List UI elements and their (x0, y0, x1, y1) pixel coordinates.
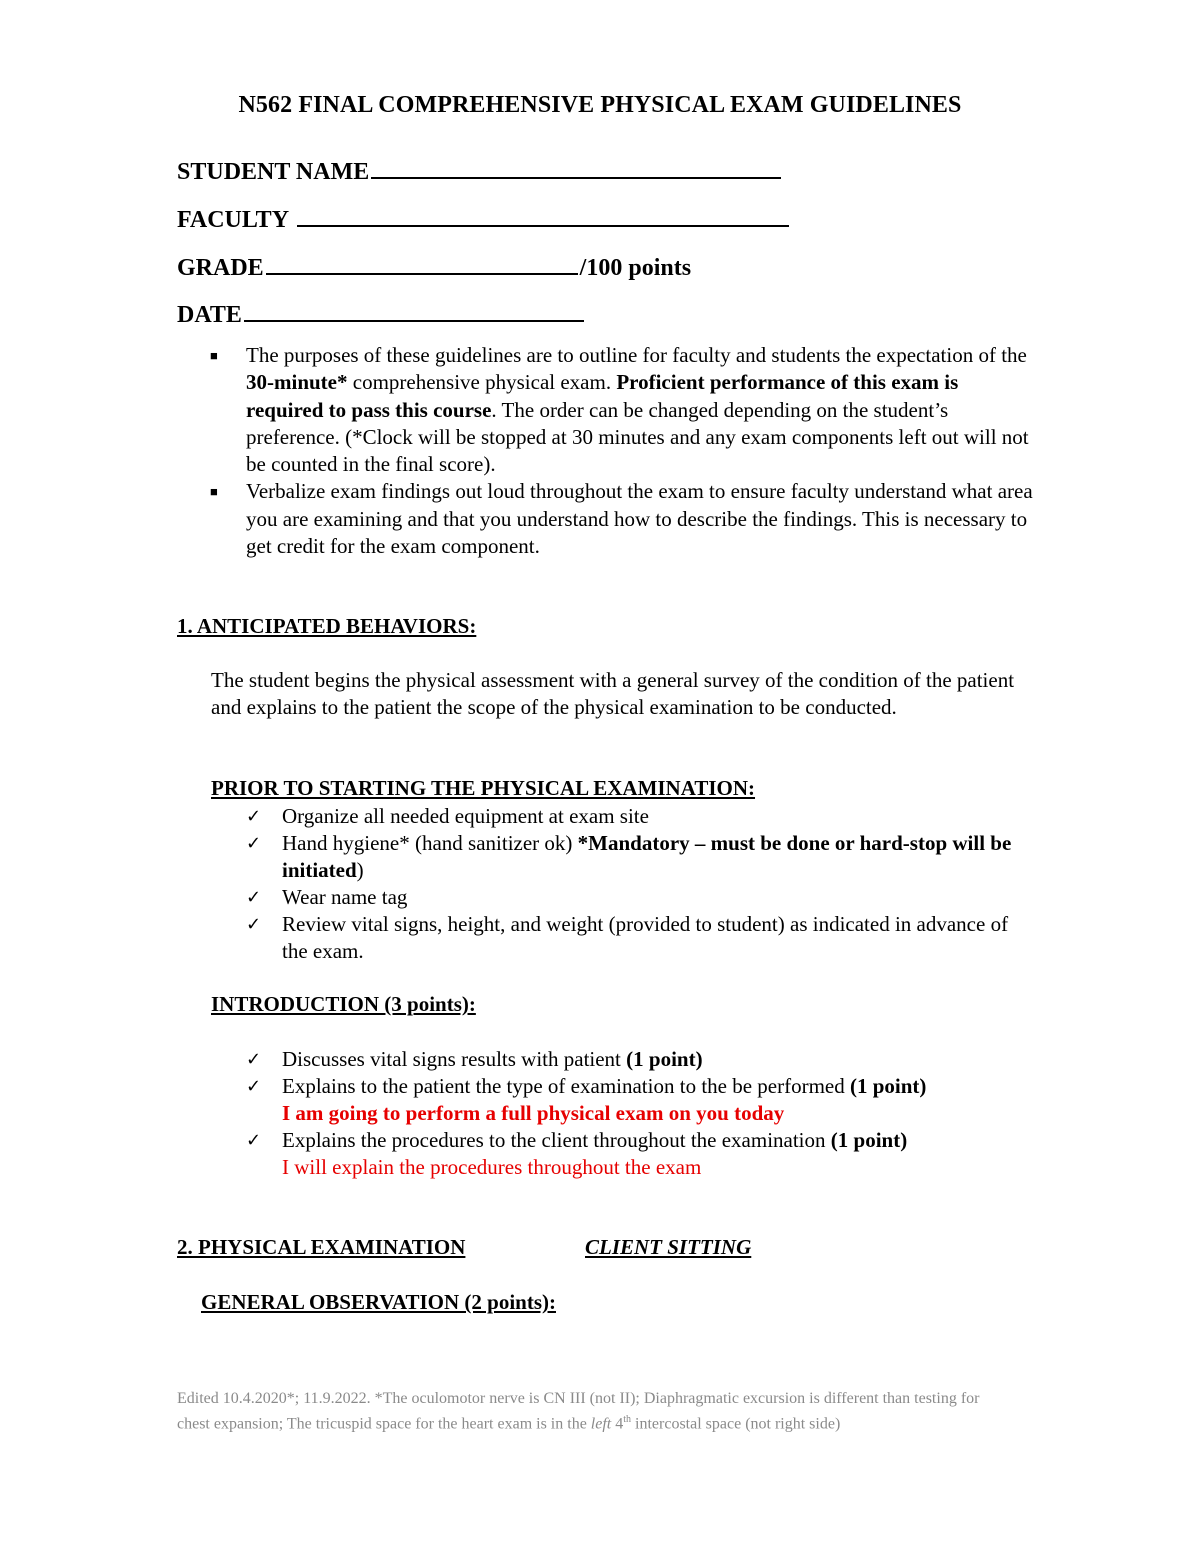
date-blank[interactable] (244, 298, 584, 322)
bullet-purpose: ■ The purposes of these guidelines are to outline for faculty and students the expectation of the 30-minute* comprehensive physical exam. Proficient performance of this exam is required to pass this course. The order can be changed depending on the student’s preference. (*Clock will be stopped at 30 minutes and any exam components left out will not be counted in the final score). (210, 343, 1029, 477)
list-item: ✓ Explains the procedures to the client throughout the examination (1 point) I will explain the procedures throughout the exam (246, 1128, 908, 1179)
student-name-blank[interactable] (371, 155, 781, 179)
prior-checklist (246, 803, 1036, 965)
grade-field (177, 251, 691, 282)
grade-suffix: /100 points (579, 255, 692, 281)
section2-heading: 2. PHYSICAL EXAMINATION (177, 1235, 466, 1259)
date-field (177, 298, 586, 329)
checkmark-icon: ✓ (246, 806, 262, 827)
checkmark-icon: ✓ (246, 1076, 262, 1097)
student-name-field (177, 155, 783, 186)
list-item: ✓ Wear name tag (246, 885, 408, 909)
introduction-checklist (246, 1046, 1036, 1181)
faculty-label: FACULTY (177, 207, 290, 233)
footer-note: Edited 10.4.2020*; 11.9.2022. *The oculomotor nerve is CN III (not II); Diaphragmatic excursion is different than testing for chest expansion; The tricuspid space for the heart exam is in the left 4th intercostal space (not right side) (177, 1390, 980, 1433)
grade-label: GRADE (177, 255, 264, 281)
script-line-red: I am going to perform a full physical exam on you today (282, 1101, 785, 1125)
section2-subheading: CLIENT SITTING (585, 1235, 752, 1259)
list-item: ✓ Explains to the patient the type of examination to the be performed (1 point) I am going to perform a full physical exam on you today (246, 1074, 927, 1125)
section1-heading: 1. ANTICIPATED BEHAVIORS: (177, 614, 477, 638)
student-name-label: STUDENT NAME (177, 159, 370, 185)
date-label: DATE (177, 302, 242, 328)
prior-heading: PRIOR TO STARTING THE PHYSICAL EXAMINATION: (211, 776, 756, 800)
faculty-field (177, 203, 791, 234)
square-bullet-icon: ■ (210, 484, 218, 500)
page-title: N562 FINAL COMPREHENSIVE PHYSICAL EXAM GUIDELINES (238, 92, 962, 118)
faculty-blank[interactable] (297, 203, 789, 227)
script-line-red: I will explain the procedures throughout the exam (282, 1155, 702, 1179)
grade-blank[interactable] (266, 251, 578, 275)
square-bullet-icon: ■ (210, 348, 218, 363)
bullet-verbalize: ■ Verbalize exam findings out loud throughout the exam to ensure faculty understand what area you are examining and that you understand how to describe the findings. This is necessary to get credit for the exam component. (210, 479, 1033, 559)
general-observation-heading: GENERAL OBSERVATION (2 points): (201, 1290, 556, 1314)
section1-paragraph: The student begins the physical assessment with a general survey of the condition of the patient and explains to the patient the scope of the physical examination to be conducted. (211, 668, 1015, 719)
list-item: ✓ Hand hygiene* (hand sanitizer ok) *Mandatory – must be done or hard-stop will be initiated) (246, 831, 1012, 882)
checkmark-icon: ✓ (246, 914, 262, 935)
list-item: ✓ Organize all needed equipment at exam site (246, 804, 649, 828)
checkmark-icon: ✓ (246, 1049, 262, 1070)
checkmark-icon: ✓ (246, 833, 262, 854)
list-item: ✓ Discusses vital signs results with patient (1 point) (246, 1047, 703, 1071)
list-item: ✓ Review vital signs, height, and weight (provided to student) as indicated in advance of the exam. (246, 912, 1009, 963)
checkmark-icon: ✓ (246, 887, 262, 908)
checkmark-icon: ✓ (246, 1130, 262, 1151)
guideline-bullets (210, 342, 1040, 560)
introduction-heading: INTRODUCTION (3 points): (211, 992, 476, 1016)
